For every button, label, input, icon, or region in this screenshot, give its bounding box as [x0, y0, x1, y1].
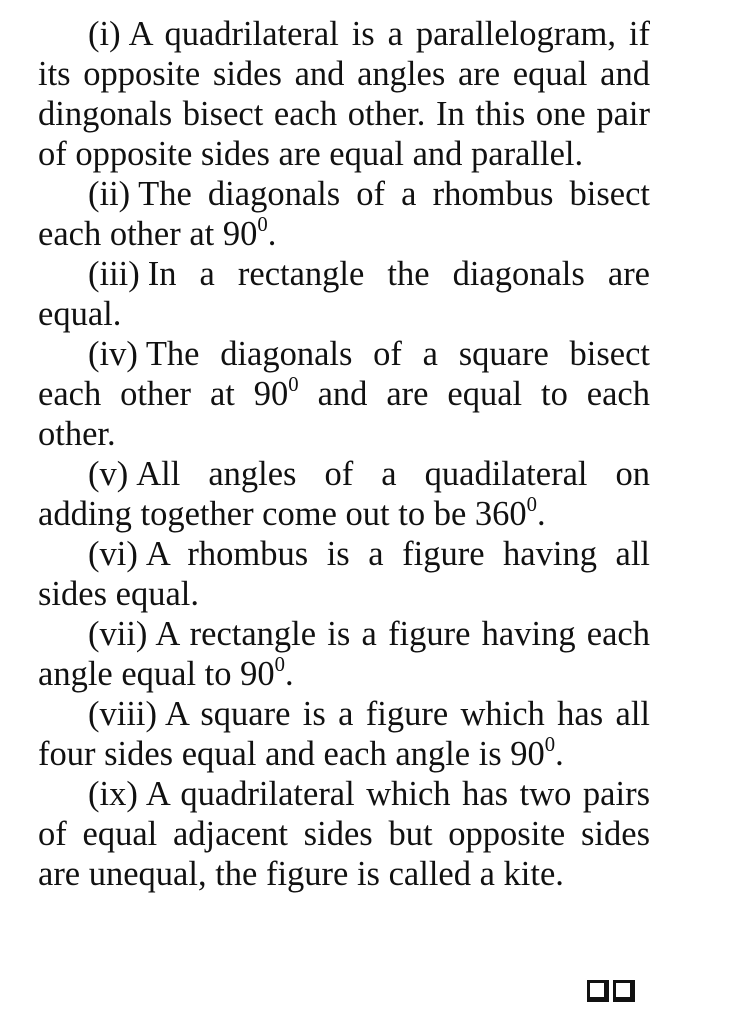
item-number: (ii): [88, 175, 131, 213]
item-number: (v): [88, 455, 129, 493]
item-number: (vii): [88, 615, 148, 653]
item-number: (vi): [88, 535, 138, 573]
degree-superscript: 0: [257, 214, 268, 237]
item-number: (i): [88, 15, 121, 53]
item-text: A quadrilateral which has two pairs of equal adjacent sides but opposite sides are unequal, the figure is called a kite.: [38, 775, 650, 893]
item-text: The diagonals of a rhombus bisect each other at 90: [38, 175, 650, 253]
degree-superscript: 0: [526, 494, 537, 517]
item-text-end: .: [267, 215, 277, 253]
item-iii: [38, 254, 650, 334]
degree-superscript: 0: [288, 374, 299, 397]
end-square-icon: [587, 980, 609, 1002]
item-number: (iii): [88, 255, 140, 293]
item-number: (iv): [88, 335, 138, 373]
item-viii: [38, 694, 650, 774]
item-text: A square is a figure which has all four sides equal and each angle is 90: [38, 695, 650, 773]
item-text-end: .: [536, 495, 546, 533]
degree-superscript: 0: [544, 734, 556, 757]
item-text: In a rectangle the diagonals are equal.: [38, 255, 650, 333]
item-text-end: .: [284, 655, 294, 693]
item-v: [38, 454, 650, 534]
item-text: A rectangle is a figure having each angle equal to 90: [38, 615, 650, 693]
end-square-icon: [613, 980, 635, 1002]
item-ix: [38, 774, 650, 894]
document-body: [38, 14, 650, 894]
degree-superscript: 0: [274, 654, 285, 677]
item-text-end: and are equal to each other.: [38, 375, 650, 453]
item-text: A rhombus is a figure having all sides equal.: [38, 535, 650, 613]
item-vi: [38, 534, 650, 614]
item-i: [38, 14, 650, 174]
item-vii: [38, 614, 650, 694]
item-text-end: .: [555, 735, 564, 773]
item-number: (ix): [88, 775, 138, 813]
item-text: The diagonals of a square bisect each other at 90: [38, 335, 650, 413]
item-text: A quadrilateral is a parallelogram, if its opposite sides and angles are equal and dingonals bisect each other. In this one pair of opposite sides are equal and parallel.: [38, 15, 650, 173]
item-text: All angles of a quadilateral on adding together come out to be 360: [38, 455, 650, 533]
item-ii: [38, 174, 650, 254]
item-number: (viii): [88, 695, 157, 733]
item-iv: [38, 334, 650, 454]
double-square-end-icon: [587, 980, 635, 1002]
